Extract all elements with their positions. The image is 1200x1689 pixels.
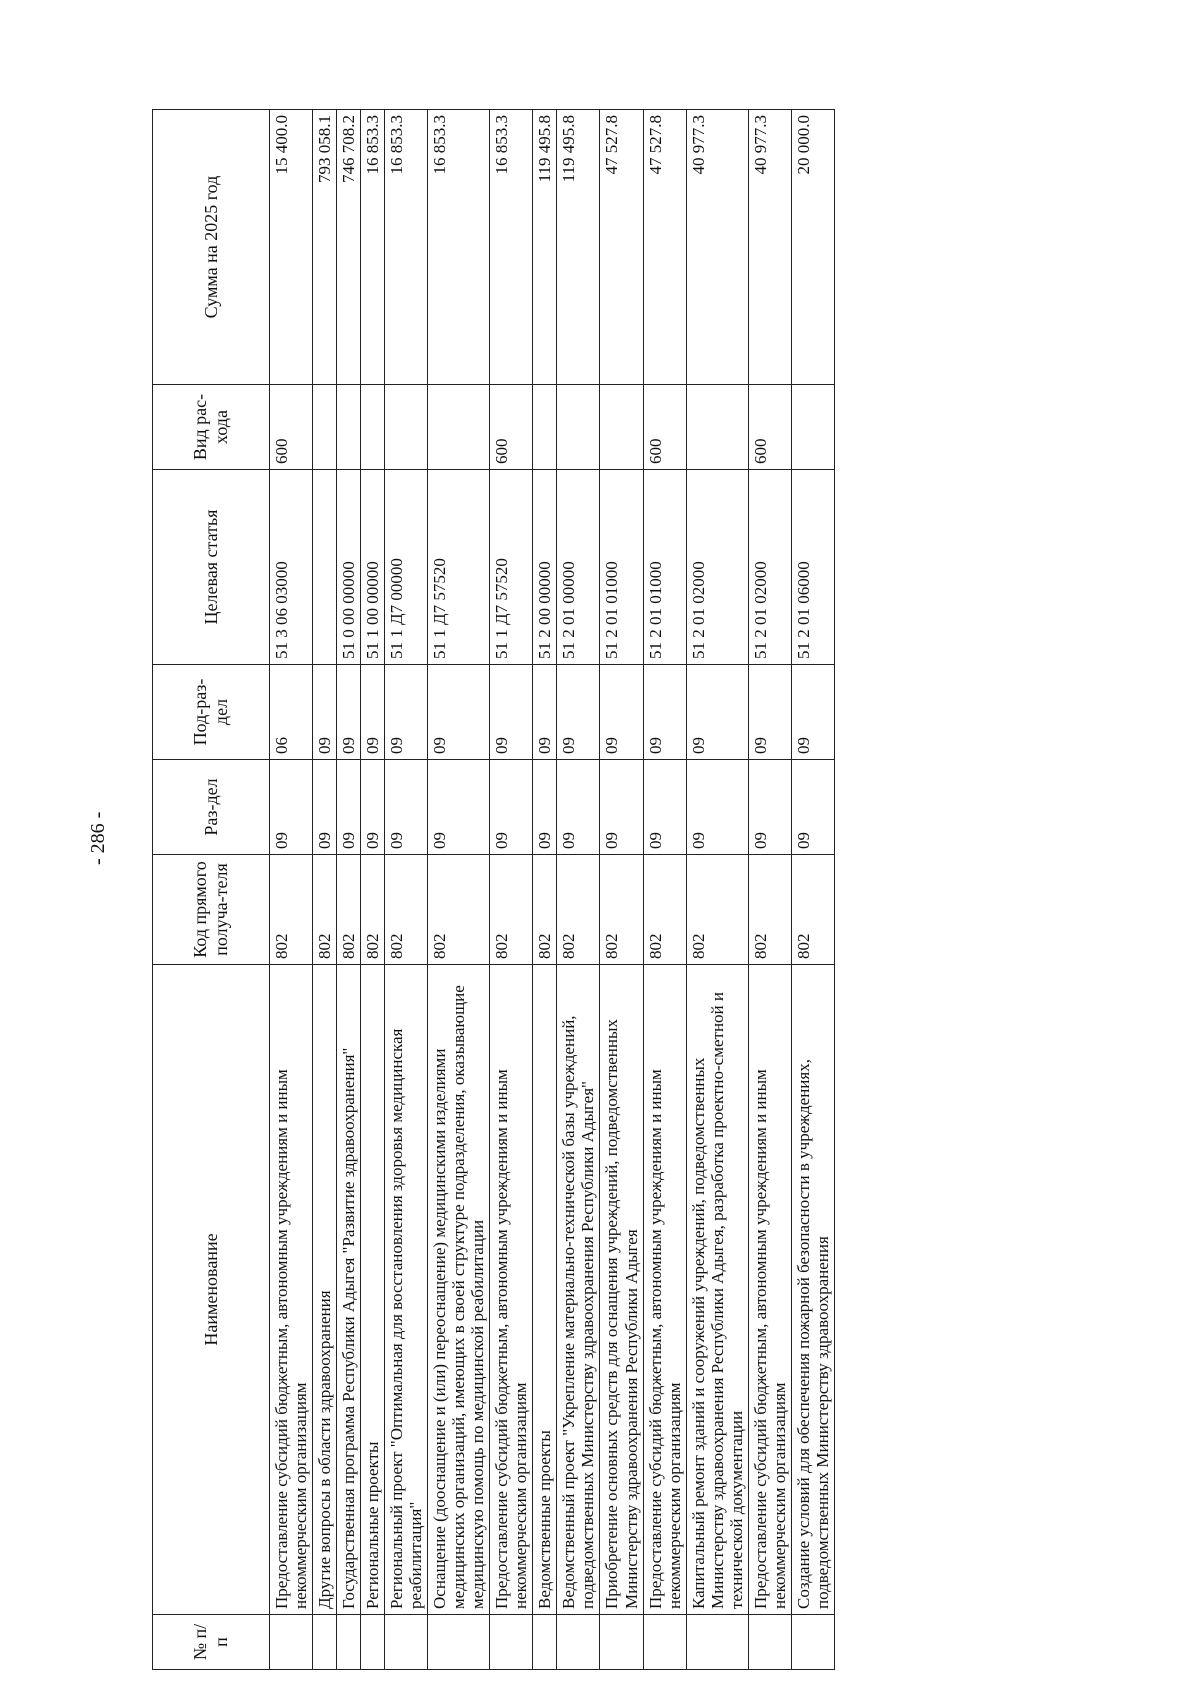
cell-recipient-code: 802: [490, 855, 533, 965]
table-row: [490, 110, 533, 1670]
cell-name: Предоставление субсидий бюджетным, автономным учреждениям и иным некоммерческим организациям: [490, 965, 533, 1615]
cell-recipient-code: 802: [337, 855, 361, 965]
cell-name: Оснащение (дооснащение и (или) переоснащение) медицинскими изделиями медицинских организаций, имеющих в своей структуре подразделения, оказывающие медицинскую помощь по медицинской реабилитации: [428, 965, 490, 1615]
cell-expense-type: [557, 385, 600, 470]
cell-sum: 40 977.3: [748, 110, 791, 385]
rotated-table-wrapper: [152, 110, 1042, 1670]
cell-number: [643, 1615, 686, 1670]
cell-section: 09: [270, 760, 313, 855]
cell-sum: 16 853.3: [490, 110, 533, 385]
cell-expense-type: 600: [643, 385, 686, 470]
cell-name: Другие вопросы в области здравоохранения: [313, 965, 337, 1615]
cell-section: 09: [428, 760, 490, 855]
cell-sum: 15 400.0: [270, 110, 313, 385]
cell-section: 09: [313, 760, 337, 855]
cell-target-article: 51 1 Д7 57520: [428, 470, 490, 665]
cell-target-article: 51 0 00 00000: [337, 470, 361, 665]
cell-recipient-code: 802: [270, 855, 313, 965]
header-target-article: Целевая статья: [153, 470, 270, 665]
cell-subsection: 09: [791, 665, 834, 760]
cell-number: [748, 1615, 791, 1670]
cell-name: Ведомственные проекты: [533, 965, 557, 1615]
cell-section: 09: [600, 760, 643, 855]
cell-recipient-code: 802: [600, 855, 643, 965]
cell-number: [270, 1615, 313, 1670]
cell-subsection: 09: [643, 665, 686, 760]
cell-name: Региональный проект "Оптимальная для восстановления здоровья медицинская реабилитация": [385, 965, 428, 1615]
header-number: № п/п: [153, 1615, 270, 1670]
cell-target-article: 51 2 01 00000: [557, 470, 600, 665]
cell-section: 09: [791, 760, 834, 855]
table-row: [748, 110, 791, 1670]
table-header-row: [153, 110, 270, 1670]
cell-subsection: 09: [686, 665, 748, 760]
table-body: [270, 110, 835, 1670]
cell-recipient-code: 802: [557, 855, 600, 965]
table-row: [428, 110, 490, 1670]
cell-number: [791, 1615, 834, 1670]
cell-number: [313, 1615, 337, 1670]
cell-target-article: 51 1 00 00000: [361, 470, 385, 665]
cell-name: Приобретение основных средств для оснащения учреждений, подведомственных Министерству здравоохранения Республики Адыгея: [600, 965, 643, 1615]
cell-section: 09: [748, 760, 791, 855]
budget-table: [152, 109, 835, 1670]
cell-expense-type: [313, 385, 337, 470]
cell-expense-type: [791, 385, 834, 470]
cell-sum: 746 708.2: [337, 110, 361, 385]
cell-target-article: 51 1 Д7 57520: [490, 470, 533, 665]
cell-target-article: [313, 470, 337, 665]
cell-recipient-code: 802: [428, 855, 490, 965]
header-sum-2025: Сумма на 2025 год: [153, 110, 270, 385]
cell-number: [428, 1615, 490, 1670]
cell-recipient-code: 802: [686, 855, 748, 965]
cell-sum: 119 495.8: [533, 110, 557, 385]
cell-name: Предоставление субсидий бюджетным, автономным учреждениям и иным некоммерческим организациям: [270, 965, 313, 1615]
header-name: Наименование: [153, 965, 270, 1615]
cell-section: 09: [643, 760, 686, 855]
budget-table-sheet: [152, 110, 1042, 1670]
cell-number: [490, 1615, 533, 1670]
header-expense-type: Вид рас-хода: [153, 385, 270, 470]
cell-number: [385, 1615, 428, 1670]
cell-name: Капитальный ремонт зданий и сооружений учреждений, подведомственных Министерству здравоохранения Республики Адыгея, разработка проектно-сметной и технической документации: [686, 965, 748, 1615]
cell-subsection: 09: [385, 665, 428, 760]
cell-recipient-code: 802: [791, 855, 834, 965]
cell-target-article: 51 2 01 01000: [600, 470, 643, 665]
cell-subsection: 09: [557, 665, 600, 760]
cell-name: Региональные проекты: [361, 965, 385, 1615]
cell-section: 09: [490, 760, 533, 855]
cell-section: 09: [557, 760, 600, 855]
cell-subsection: 09: [533, 665, 557, 760]
cell-recipient-code: 802: [748, 855, 791, 965]
cell-expense-type: [600, 385, 643, 470]
table-row: [791, 110, 834, 1670]
cell-expense-type: 600: [490, 385, 533, 470]
table-row: [643, 110, 686, 1670]
cell-sum: 16 853.3: [385, 110, 428, 385]
header-recipient-code: Код прямого получа-теля: [153, 855, 270, 965]
table-row: [686, 110, 748, 1670]
cell-sum: 793 058.1: [313, 110, 337, 385]
cell-sum: 16 853.3: [428, 110, 490, 385]
page-number: - 286 -: [87, 811, 109, 865]
cell-subsection: 09: [748, 665, 791, 760]
cell-target-article: 51 3 06 03000: [270, 470, 313, 665]
cell-number: [557, 1615, 600, 1670]
cell-name: Создание условий для обеспечения пожарной безопасности в учреждениях, подведомственных Министерству здравоохранения: [791, 965, 834, 1615]
cell-sum: 20 000.0: [791, 110, 834, 385]
cell-expense-type: 600: [270, 385, 313, 470]
cell-subsection: 09: [337, 665, 361, 760]
cell-target-article: 51 2 01 06000: [791, 470, 834, 665]
cell-section: 09: [686, 760, 748, 855]
table-row: [600, 110, 643, 1670]
table-row: [337, 110, 361, 1670]
cell-recipient-code: 802: [533, 855, 557, 965]
cell-expense-type: [428, 385, 490, 470]
cell-target-article: 51 2 00 00000: [533, 470, 557, 665]
cell-expense-type: [533, 385, 557, 470]
cell-sum: 119 495.8: [557, 110, 600, 385]
cell-target-article: 51 2 01 01000: [643, 470, 686, 665]
header-subsection: Под-раз-дел: [153, 665, 270, 760]
cell-sum: 16 853.3: [361, 110, 385, 385]
cell-sum: 47 527.8: [643, 110, 686, 385]
cell-expense-type: [686, 385, 748, 470]
table-row: [361, 110, 385, 1670]
cell-recipient-code: 802: [643, 855, 686, 965]
cell-subsection: 09: [490, 665, 533, 760]
table-row: [270, 110, 313, 1670]
table-row: [533, 110, 557, 1670]
cell-recipient-code: 802: [385, 855, 428, 965]
cell-subsection: 09: [313, 665, 337, 760]
cell-recipient-code: 802: [313, 855, 337, 965]
cell-name: Предоставление субсидий бюджетным, автономным учреждениям и иным некоммерческим организациям: [748, 965, 791, 1615]
cell-recipient-code: 802: [361, 855, 385, 965]
cell-expense-type: [385, 385, 428, 470]
cell-expense-type: 600: [748, 385, 791, 470]
cell-subsection: 09: [428, 665, 490, 760]
table-row: [313, 110, 337, 1670]
cell-subsection: 09: [600, 665, 643, 760]
cell-target-article: 51 2 01 02000: [748, 470, 791, 665]
cell-subsection: 09: [361, 665, 385, 760]
cell-sum: 40 977.3: [686, 110, 748, 385]
cell-section: 09: [385, 760, 428, 855]
cell-expense-type: [361, 385, 385, 470]
cell-sum: 47 527.8: [600, 110, 643, 385]
cell-name: Государственная программа Республики Адыгея "Развитие здравоохранения": [337, 965, 361, 1615]
cell-target-article: 51 2 01 02000: [686, 470, 748, 665]
cell-section: 09: [361, 760, 385, 855]
cell-number: [533, 1615, 557, 1670]
header-section: Раз-дел: [153, 760, 270, 855]
cell-name: Предоставление субсидий бюджетным, автономным учреждениям и иным некоммерческим организациям: [643, 965, 686, 1615]
table-row: [385, 110, 428, 1670]
cell-section: 09: [533, 760, 557, 855]
cell-name: Ведомственный проект "Укрепление материально-технической базы учреждений, подведомственных Министерству здравоохранения Республики Адыгея": [557, 965, 600, 1615]
cell-subsection: 06: [270, 665, 313, 760]
cell-expense-type: [337, 385, 361, 470]
cell-number: [337, 1615, 361, 1670]
cell-number: [600, 1615, 643, 1670]
cell-target-article: 51 1 Д7 00000: [385, 470, 428, 665]
table-row: [557, 110, 600, 1670]
cell-number: [686, 1615, 748, 1670]
cell-number: [361, 1615, 385, 1670]
cell-section: 09: [337, 760, 361, 855]
